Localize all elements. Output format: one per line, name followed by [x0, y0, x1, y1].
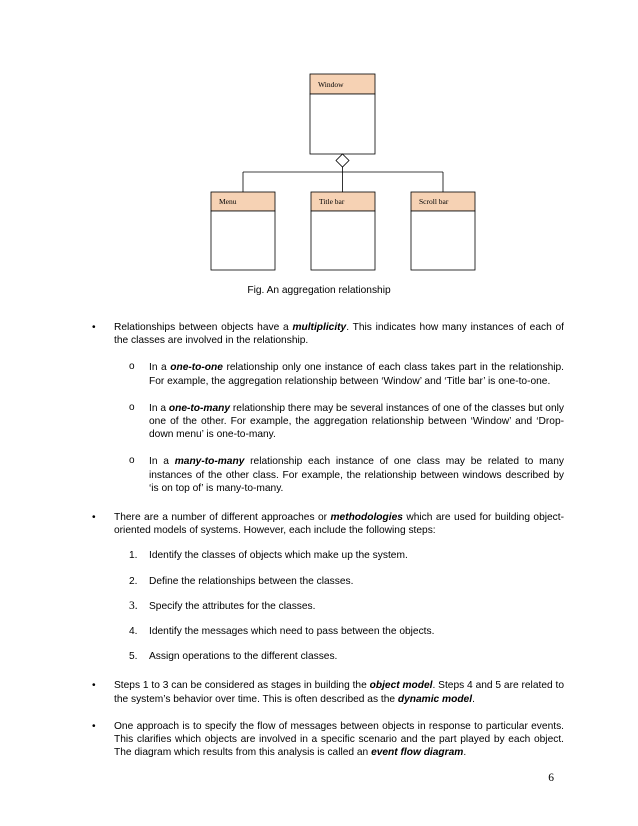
term-emphasis: multiplicity: [292, 322, 347, 333]
step-number: 3.: [129, 599, 138, 612]
text: .: [472, 693, 475, 705]
page-number: 6: [548, 772, 554, 784]
sub-bullet-circle: o: [129, 401, 135, 413]
step-text: Assign operations to the different classes.: [149, 651, 338, 663]
aggregation-diamond: [336, 154, 349, 167]
bullet-dot: •: [92, 680, 96, 692]
text: . This indicates how many instances of each of the classes are involved in the relationship.: [114, 322, 564, 347]
text: Relationships between objects have a: [114, 322, 293, 333]
sub-bullet-circle: o: [129, 361, 135, 373]
step-number: 2.: [129, 575, 138, 587]
term-emphasis: event flow diagram: [371, 747, 464, 759]
text: In a: [149, 362, 171, 374]
step-item: [92, 600, 564, 613]
step-number: 5.: [129, 651, 138, 663]
title-bar-class-label: Title bar: [319, 197, 345, 206]
step-item: [92, 625, 564, 638]
aggregation-diagram: [0, 0, 638, 290]
term-emphasis: one-to-many: [168, 402, 231, 414]
bullet-dot: •: [92, 720, 96, 732]
sub-item-one-to-many: [92, 402, 564, 442]
text: . Steps 4 and 5 are related to the system’s behavior over time. This is often described as the: [114, 680, 564, 705]
sub-item-one-to-one: [92, 361, 564, 387]
bullet-dot: •: [92, 512, 96, 524]
figure-caption: Fig. An aggregation relationship: [247, 285, 391, 296]
menu-class-label: Menu: [219, 197, 237, 206]
term-emphasis: dynamic model: [397, 693, 473, 705]
term-emphasis: object model: [369, 680, 433, 692]
term-emphasis: one-to-one: [170, 362, 223, 374]
step-text: Specify the attributes for the classes.: [149, 600, 316, 612]
bullet-object-model: [92, 679, 564, 705]
sub-bullet-circle: o: [129, 455, 135, 467]
step-text: Identify the messages which need to pass between the objects.: [149, 626, 435, 638]
text: In a: [149, 456, 175, 468]
text: relationship there may be several instances of one of the classes but only one of the other. For example, the aggregation relationship between ‘Window’ and ‘Drop-down menu’ is one-to-many.: [149, 402, 564, 441]
text: relationship each instance of one class may be related to many instances of the other class. For example, the relationship between windows described by ‘is on top of’ is many-to-many.: [149, 456, 564, 494]
sub-item-many-to-many: [92, 455, 564, 495]
bullet-multiplicity: [92, 321, 564, 347]
term-emphasis: methodologies: [330, 512, 403, 524]
bullet-methodologies: [92, 511, 564, 537]
step-number: 4.: [129, 626, 138, 638]
window-class-label: Window: [318, 80, 344, 89]
window-class-box: [310, 94, 375, 154]
text: relationship only one instance of each class takes part in the relationship. For example, the aggregation relationship between ‘Window’ and ‘Title bar’ is one-to-one.: [149, 362, 564, 387]
diagram-svg: [0, 0, 638, 290]
menu-class-box: [211, 211, 275, 270]
bullet-event-flow: [92, 720, 564, 760]
text: One approach is to specify the flow of messages between objects in response to particular events. This clarifies which objects are involved in a specific scenario and the part played by each object. The diagram which results from this analysis is called an: [114, 720, 564, 759]
term-emphasis: many-to-many: [174, 456, 245, 468]
step-text: Identify the classes of objects which make up the system.: [149, 550, 408, 562]
text: .: [463, 747, 467, 759]
step-item: [92, 650, 564, 663]
step-number: 1.: [129, 550, 138, 562]
step-text: Define the relationships between the classes.: [149, 575, 354, 587]
text: Steps 1 to 3 can be considered as stages in building the: [114, 680, 370, 692]
body-text: [92, 321, 564, 759]
bullet-dot: •: [92, 322, 96, 333]
text: In a: [149, 402, 169, 414]
scroll-bar-class-label: Scroll bar: [419, 197, 449, 206]
text: which are used for building object-oriented models of systems. However, each include the following steps:: [114, 512, 564, 537]
scroll-bar-class-box: [411, 211, 475, 270]
step-item: [92, 575, 564, 588]
text: There are a number of different approaches or: [114, 512, 331, 524]
title-bar-class-box: [311, 211, 375, 270]
step-item: [92, 549, 564, 562]
